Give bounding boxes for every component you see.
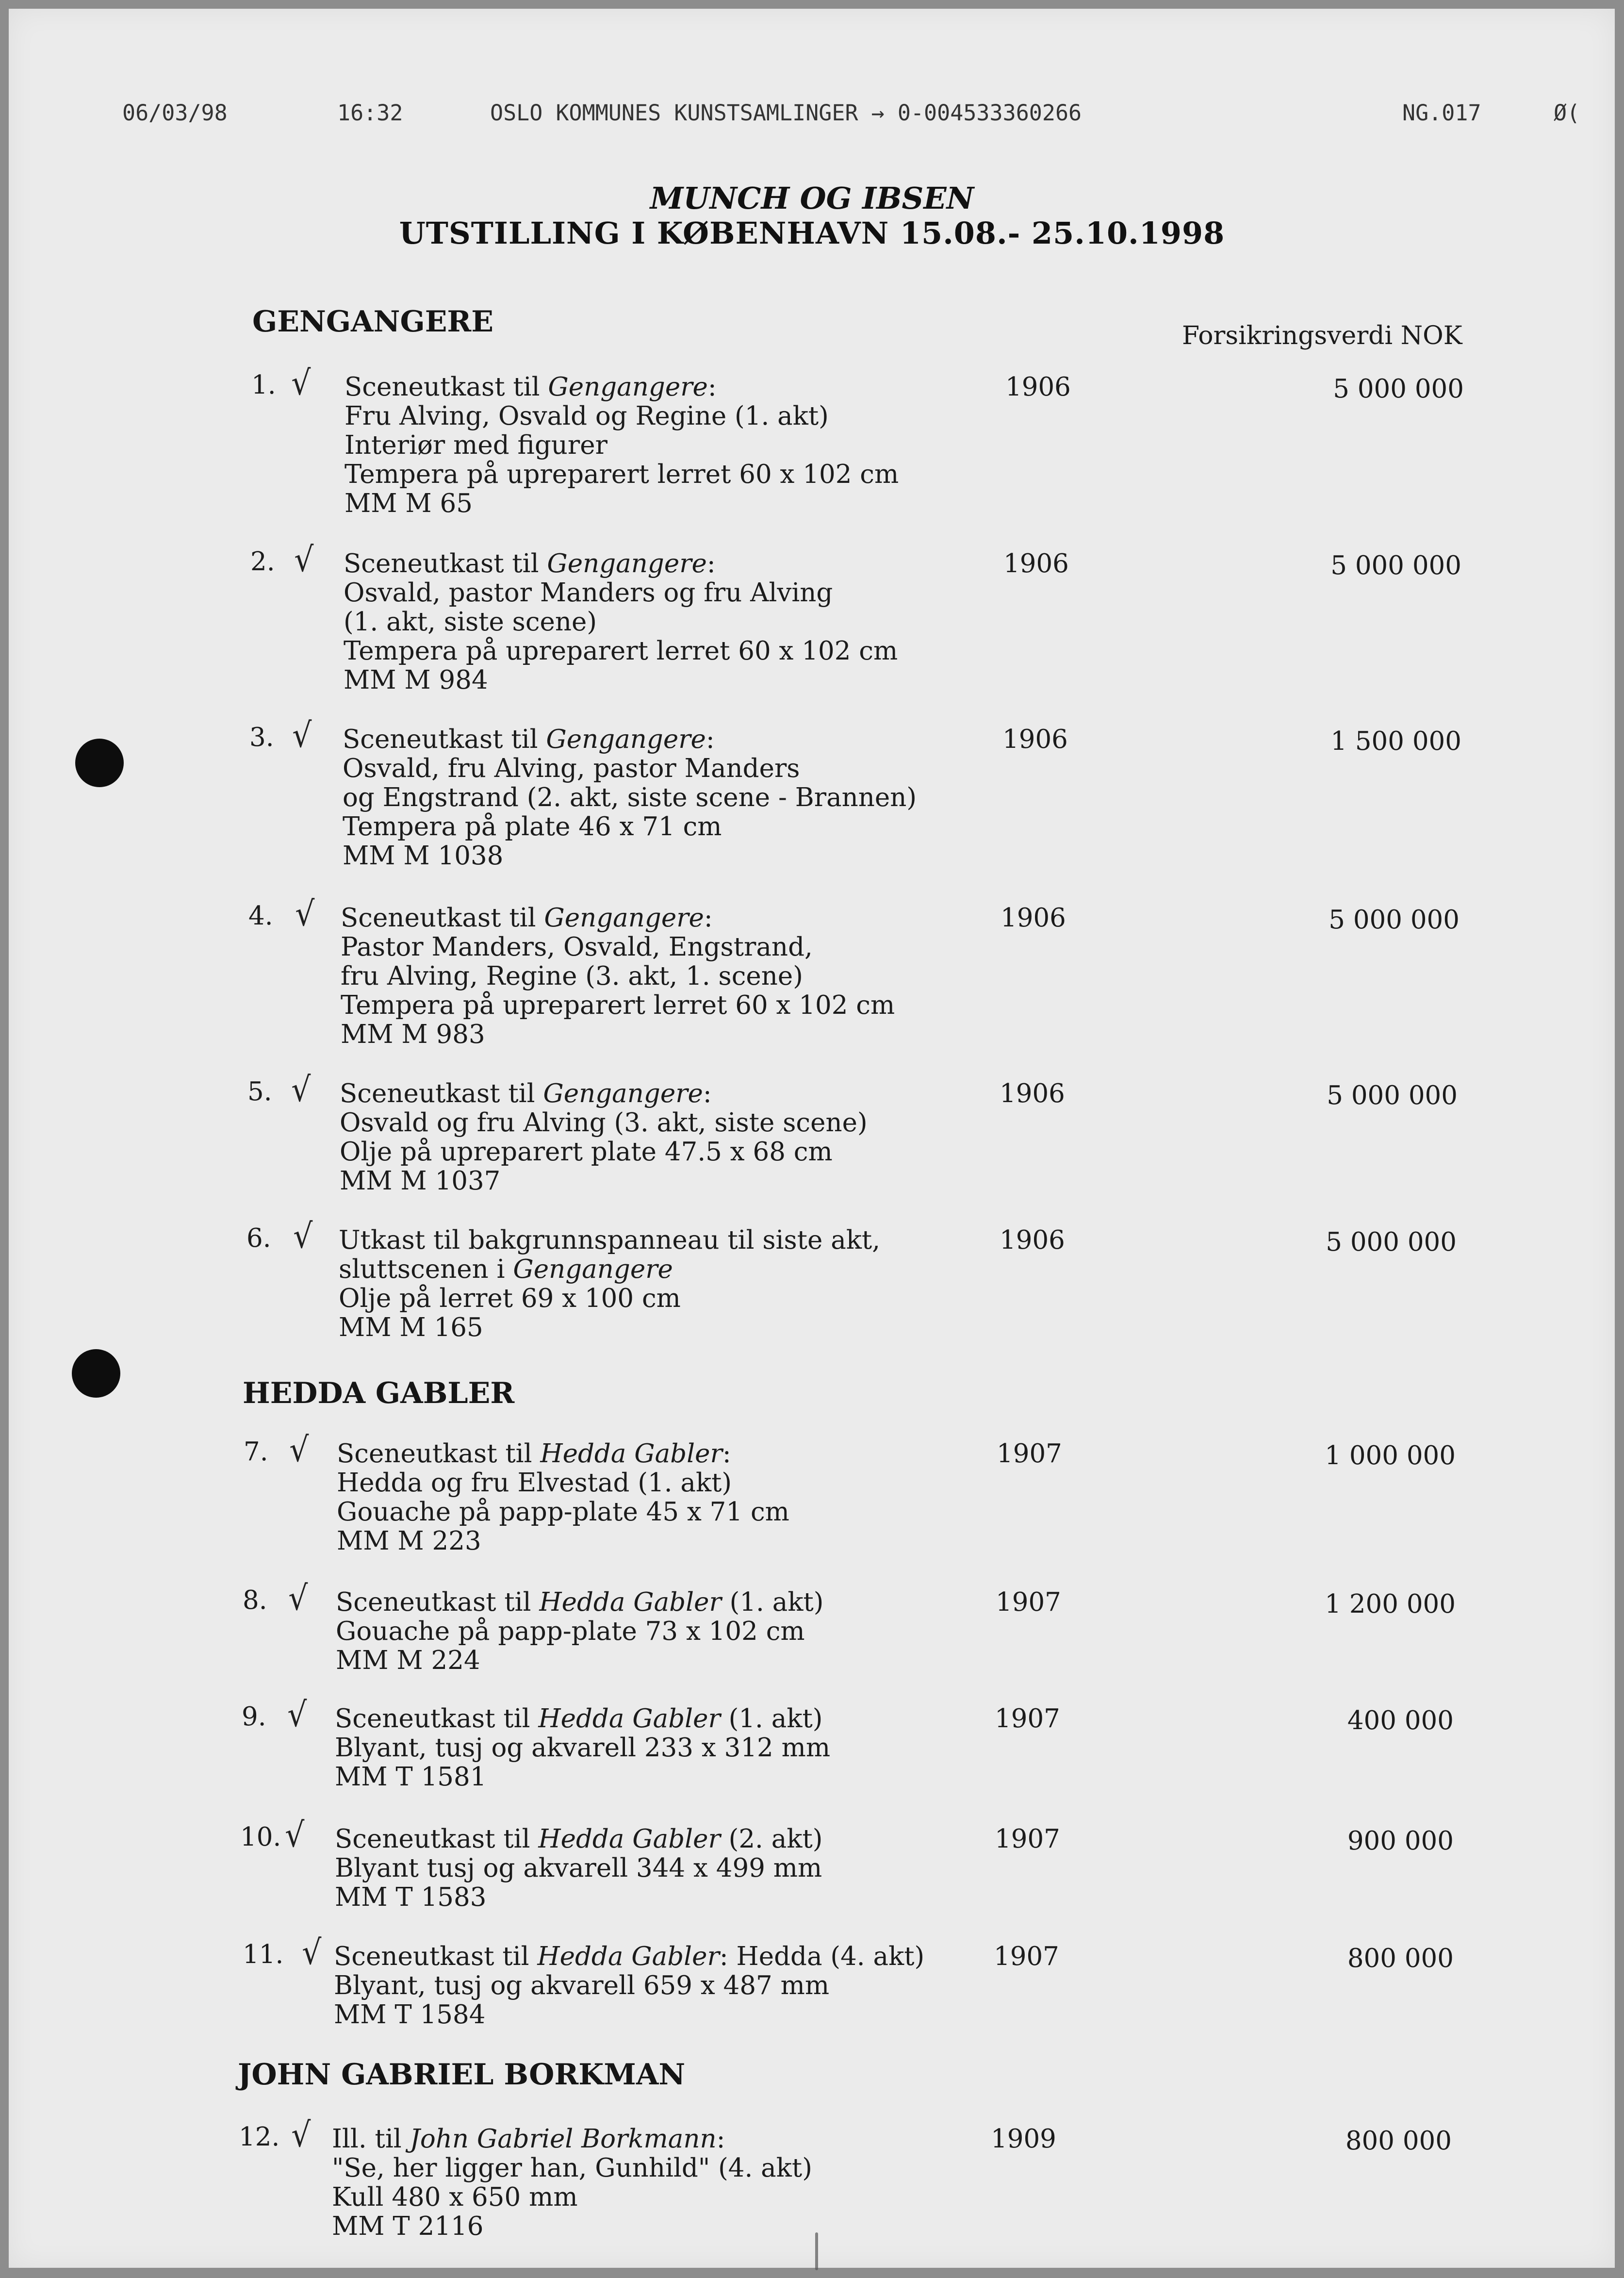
description-text: fru Alving, Regine (3. akt, 1. scene) [341,961,803,991]
description-line [344,578,898,608]
entry-number: 1. [251,370,276,400]
description-line [332,2212,812,2241]
description-text: Tempera på upreparert lerret 60 x 102 cm [344,460,899,489]
entry-number: 6. [246,1223,271,1253]
description-text: Tempera på upreparert lerret 60 x 102 cm [344,636,898,666]
description-text: : [707,372,717,402]
document-title: MUNCH OG IBSEN [650,181,974,216]
play-title: Hedda Gabler [538,1704,721,1733]
description-line [336,1646,823,1675]
document-subtitle: UTSTILLING I KØBENHAVN 15.08.- 25.10.1998 [399,215,1225,251]
description-line [332,2183,812,2212]
description-text: MM M 65 [344,489,473,518]
entry-year: 1906 [1000,1079,1065,1108]
entry-year: 1907 [995,1704,1060,1733]
description-text: : [722,1439,731,1469]
insurance-value: 1 200 000 [1325,1589,1456,1619]
description-text: MM M 1037 [340,1166,501,1196]
entry-year: 1906 [1003,549,1069,578]
description-text: Blyant, tusj og akvarell 233 x 312 mm [335,1733,831,1763]
entry-number: 4. [248,901,273,931]
handwritten-checkmark-icon: √ [289,1430,309,1469]
description-text: Gouache på papp-plate 73 x 102 cm [336,1617,805,1646]
description-line [337,1469,789,1498]
description-text: MM T 1584 [334,2000,486,2030]
description-text: Sceneutkast til [336,1587,540,1617]
entry-number: 3. [249,723,274,752]
description-line [344,373,899,402]
play-title: Gengangere [548,372,708,402]
description-text: MM T 1583 [335,1882,487,1912]
description-text: Blyant, tusj og akvarell 659 x 487 mm [334,1971,830,2000]
handwritten-checkmark-icon: √ [287,1695,307,1734]
fax-sender: OSLO KOMMUNES KUNSTSAMLINGER → 0-004533360266 [490,100,1082,126]
entry-number: 7. [244,1437,268,1467]
description-line [344,431,899,460]
entry-description [344,549,898,695]
description-text: Sceneutkast til [335,1704,539,1733]
description-text: MM M 984 [344,665,488,695]
insurance-value: 5 000 000 [1327,1081,1458,1110]
play-title: Hedda Gabler [537,1942,720,1971]
description-text: Ill. til [332,2124,410,2154]
description-line [344,608,898,637]
insurance-value-header: Forsikringsverdi NOK [1182,321,1462,350]
description-text: (1. akt, siste scene) [344,607,597,637]
description-line [341,933,895,962]
entry-description [332,2125,812,2241]
description-line [344,549,898,578]
description-line [340,1167,868,1196]
description-text: Utkast til bakgrunnspanneau til siste akt, [339,1225,881,1255]
description-text: Tempera på plate 46 x 71 cm [343,812,722,842]
entry-description [341,904,895,1049]
description-text: : [706,549,716,578]
entry-description [340,1079,868,1196]
play-title: Hedda Gabler [539,1587,722,1617]
description-text: MM M 223 [337,1526,481,1556]
description-line [343,842,917,871]
description-line [343,812,917,842]
description-line [336,1617,823,1646]
entry-description [337,1439,789,1556]
play-title: Gengangere [544,903,704,933]
description-line [339,1284,880,1313]
description-line [339,1255,880,1284]
description-line [335,1704,830,1733]
description-line [335,1854,822,1883]
entry-description [344,373,899,518]
description-line [337,1527,789,1556]
entry-number: 8. [243,1585,267,1615]
description-line [336,1588,823,1617]
fax-page-number: NG.017 [1402,100,1481,126]
description-line [341,904,895,933]
entry-description [335,1704,830,1792]
description-text: Olje på upreparert plate 47.5 x 68 cm [340,1137,833,1167]
description-text: Fru Alving, Osvald og Regine (1. akt) [344,401,829,431]
insurance-value: 1 500 000 [1330,726,1461,756]
entry-number: 2. [250,547,275,577]
description-text: Sceneutkast til [344,549,547,578]
handwritten-checkmark-icon: √ [294,540,314,579]
description-line [344,666,898,695]
description-text: Blyant tusj og akvarell 344 x 499 mm [335,1853,822,1883]
play-title: Gengangere [546,725,706,754]
handwritten-checkmark-icon: √ [285,1815,305,1855]
handwritten-checkmark-icon: √ [293,1216,313,1256]
description-line [339,1226,880,1255]
section-heading: HEDDA GABLER [243,1376,515,1410]
description-line [337,1439,789,1469]
handwritten-checkmark-icon: √ [291,2115,311,2155]
description-text: (2. akt) [720,1824,823,1854]
description-text: : [704,903,713,933]
description-line [344,402,899,431]
entry-year: 1909 [991,2124,1056,2154]
insurance-value: 5 000 000 [1326,1227,1457,1257]
description-text: Sceneutkast til [341,903,544,933]
handwritten-checkmark-icon: √ [292,715,312,755]
entry-description [335,1825,822,1912]
handwritten-checkmark-icon: √ [291,1070,311,1109]
fax-date: 06/03/98 [122,100,228,126]
description-line [335,1825,822,1854]
insurance-value: 800 000 [1347,1944,1454,1973]
description-line [344,489,899,518]
entry-description [339,1226,880,1342]
description-line [344,637,898,666]
insurance-value: 400 000 [1347,1706,1454,1735]
handwritten-checkmark-icon: √ [295,894,315,934]
punch-hole [72,1349,120,1398]
description-line [335,1883,822,1912]
handwritten-checkmark-icon: √ [291,363,311,403]
pen-mark [815,2232,818,2270]
description-line [341,962,895,991]
play-title: Hedda Gabler [540,1439,722,1469]
description-line [344,460,899,489]
description-text: MM M 983 [341,1020,485,1049]
insurance-value: 5 000 000 [1330,551,1461,580]
description-text: Gouache på papp-plate 45 x 71 cm [337,1497,789,1527]
fax-time: 16:32 [337,100,403,126]
entry-number: 5. [247,1077,272,1106]
description-text: : [703,1079,712,1108]
description-line [335,1733,830,1763]
entry-year: 1907 [996,1587,1061,1617]
description-text: : Hedda (4. akt) [719,1942,925,1971]
description-text: MM M 224 [336,1646,480,1675]
description-text: Osvald, pastor Manders og fru Alving [344,578,833,608]
insurance-value: 5 000 000 [1329,905,1460,935]
description-line [343,783,917,812]
description-text: sluttscenen i [339,1255,513,1284]
punch-hole [75,739,124,787]
entry-year: 1906 [1002,725,1068,754]
description-text: Sceneutkast til [344,372,548,402]
entry-description [334,1942,924,2030]
description-text: MM T 1581 [335,1762,487,1792]
description-text: (1. akt) [721,1587,824,1617]
insurance-value: 1 000 000 [1325,1441,1456,1470]
entry-year: 1906 [1005,372,1071,402]
description-text: Pastor Manders, Osvald, Engstrand, [341,932,813,962]
entry-description [343,725,917,871]
entry-year: 1906 [1000,1225,1065,1255]
entry-year: 1906 [1001,903,1066,933]
description-line [332,2154,812,2183]
description-text: MM T 2116 [332,2212,484,2241]
play-title: Gengangere [543,1079,703,1108]
description-text: Sceneutkast til [334,1942,538,1971]
description-line [332,2125,812,2154]
entry-number: 9. [242,1702,266,1732]
description-text: Olje på lerret 69 x 100 cm [339,1284,681,1313]
description-text: : [716,2124,725,2154]
description-line [343,725,917,754]
description-text: Kull 480 x 650 mm [332,2182,578,2212]
section-heading: GENGANGERE [252,305,494,339]
insurance-value: 900 000 [1347,1826,1454,1856]
description-line [334,2000,924,2030]
insurance-value: 800 000 [1345,2126,1452,2156]
description-line [334,1971,924,2000]
description-line [339,1313,880,1342]
handwritten-checkmark-icon: √ [288,1578,308,1618]
description-line [340,1079,868,1108]
description-line [340,1138,868,1167]
play-title: Gengangere [513,1255,673,1284]
insurance-value: 5 000 000 [1333,374,1464,404]
description-line [334,1942,924,1971]
play-title: Hedda Gabler [538,1824,721,1854]
entry-number: 12. [239,2122,280,2152]
description-line [341,1020,895,1049]
entry-number: 10. [240,1822,281,1852]
description-text: Osvald og fru Alving (3. akt, siste scene) [340,1108,868,1138]
description-text: : [705,725,715,754]
description-text: "Se, her ligger han, Gunhild" (4. akt) [332,2153,812,2183]
play-title: Gengangere [547,549,707,578]
description-text: og Engstrand (2. akt, siste scene - Brannen) [343,783,917,812]
description-text: Sceneutkast til [343,725,546,754]
description-text: (1. akt) [720,1704,823,1733]
entry-year: 1907 [994,1942,1059,1971]
description-text: Sceneutkast til [337,1439,541,1469]
description-text: Hedda og fru Elvestad (1. akt) [337,1468,732,1498]
entry-description [336,1588,823,1675]
entry-year: 1907 [997,1439,1062,1469]
fax-edge-text: Ø( [1554,100,1580,126]
description-line [341,991,895,1020]
description-text: Sceneutkast til [340,1079,543,1108]
description-text: Tempera på upreparert lerret 60 x 102 cm [341,990,895,1020]
entry-year: 1907 [995,1824,1060,1854]
description-line [343,754,917,783]
play-title: John Gabriel Borkmann [410,2124,717,2154]
description-text: MM M 165 [339,1313,483,1342]
description-line [340,1108,868,1138]
entry-number: 11. [243,1940,284,1969]
description-text: Interiør med figurer [344,430,607,460]
description-line [335,1763,830,1792]
description-text: MM M 1038 [343,841,504,871]
description-text: Osvald, fru Alving, pastor Manders [343,754,800,783]
description-line [337,1498,789,1527]
description-text: Sceneutkast til [335,1824,539,1854]
section-heading: JOHN GABRIEL BORKMAN [238,2058,686,2092]
handwritten-checkmark-icon: √ [302,1932,322,1972]
